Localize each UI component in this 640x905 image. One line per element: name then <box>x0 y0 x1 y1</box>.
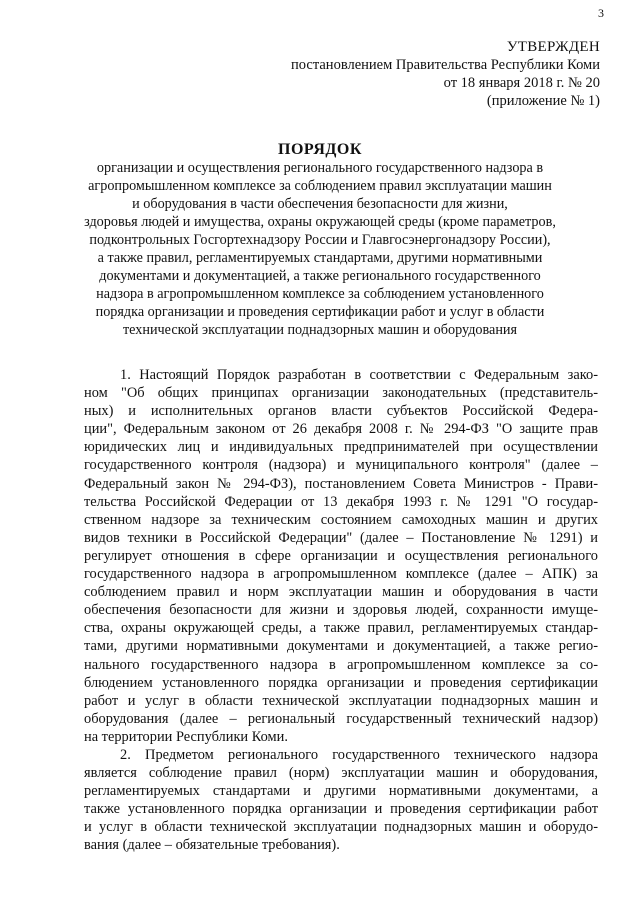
paragraph-line: ных) и исполнительных органов власти субъектов Российской Федера- <box>84 403 598 420</box>
paragraph-line: работ и услуг в области технической эксплуатации поднадзорных машин и <box>84 692 598 709</box>
paragraph-line: блюдением установленного порядка организации и проведения сертификации <box>84 674 598 691</box>
document-title: ПОРЯДОК <box>278 141 362 158</box>
paragraph-line: нального государственного надзора в агропромышленном комплексе за со- <box>84 656 598 673</box>
paragraph-line: Федеральный закон № 294-ФЗ), постановлением Совета Министров - Прави- <box>84 475 598 492</box>
paragraph-line: регламентируемых стандартами и другими нормативными документами, а <box>84 783 598 800</box>
paragraph-line: обеспечения безопасности для жизни и здоровья людей, сохранности имуще- <box>84 602 598 619</box>
paragraph-line: ственном надзоре за техническим состоянием самоходных машин и других <box>84 511 598 528</box>
paragraph-line: 1. Настоящий Порядок разработан в соответствии с Федеральным зако- <box>120 367 598 383</box>
document-body <box>84 366 598 855</box>
paragraph-line: государственного контроля (надзора) и муниципального контроля" (далее – <box>84 457 598 474</box>
subtitle-line: порядка организации и проведения сертификации работ и услуг в области <box>95 304 545 320</box>
paragraph-line: тами, другими нормативными документами и документацией, а также регио- <box>84 638 598 655</box>
paragraph-line: оборудования (далее – региональный государственный технический надзор) <box>84 710 598 727</box>
paragraph-line: юридических лиц и индивидуальных предпринимателей при осуществлении <box>84 439 598 456</box>
paragraph-line: видов техники в Российской Федерации" (далее – Постановление № 1291) и <box>84 529 598 546</box>
approval-line: постановлением Правительства Республики Коми <box>291 57 600 73</box>
paragraph-line: ции", Федеральным законом от 26 декабря 2008 г. № 294-ФЗ "О защите прав <box>84 421 598 438</box>
subtitle-line: агропромышленном комплексе за соблюдением правил эксплуатации машин <box>88 178 552 194</box>
paragraph-line: государственного надзора в агропромышленном комплексе (далее – АПК) за <box>84 566 598 583</box>
subtitle-line: организации и осуществления регионального государственного надзора в <box>96 160 544 176</box>
document-subtitle <box>60 159 580 339</box>
subtitle-line: технической эксплуатации поднадзорных машин и оборудования <box>122 322 518 338</box>
paragraph-line: ства, охраны окружающей среды, а также правил, регламентируемых стандар- <box>84 620 598 637</box>
page-number: 3 <box>598 6 604 20</box>
approval-line: от 18 января 2018 г. № 20 <box>443 75 600 91</box>
paragraph-line: и услуг в области технической эксплуатации поднадзорных машин и оборудо- <box>84 819 598 836</box>
paragraph-2 <box>84 746 598 855</box>
subtitle-line: надзора в агропромышленном комплексе за соблюдением установленного <box>96 286 544 302</box>
paragraph-line: соблюдением правил и норм эксплуатации машин и оборудования в части <box>84 584 598 601</box>
paragraph-line: ном "Об общих принципах организации законодательных (представитель- <box>84 385 598 402</box>
approval-block <box>180 38 600 110</box>
subtitle-line: здоровья людей и имущества, охраны окружающей среды (кроме параметров, <box>84 214 556 230</box>
subtitle-line: документами и документацией, а также регионального государственного <box>99 268 541 284</box>
paragraph-line: является соблюдение правил (норм) эксплуатации машин и оборудования, <box>84 765 598 782</box>
paragraph-line: вания (далее – обязательные требования). <box>84 837 340 854</box>
paragraph-line: 2. Предметом регионального государственного технического надзора <box>120 746 598 763</box>
subtitle-line: и оборудования в части обеспечения безопасности для жизни, <box>132 196 508 212</box>
paragraph-line: тельства Российской Федерации от 13 декабря 1993 г. № 1291 "О государ- <box>84 493 598 510</box>
approval-heading: УТВЕРЖДЕН <box>506 39 600 55</box>
paragraph-line: регулирует отношения в сфере организации и осуществления регионального <box>84 547 598 564</box>
subtitle-line: подконтрольных Госгортехнадзору России и Главгосэнергонадзору России), <box>89 232 551 248</box>
subtitle-line: а также правил, регламентируемых стандартами, другими нормативными <box>97 250 543 266</box>
paragraph-line: также установленного порядка организации и проведения сертификации работ <box>84 801 598 818</box>
paragraph-1 <box>84 366 598 746</box>
approval-line: (приложение № 1) <box>486 93 600 109</box>
paragraph-line: на территории Республики Коми. <box>84 728 288 745</box>
